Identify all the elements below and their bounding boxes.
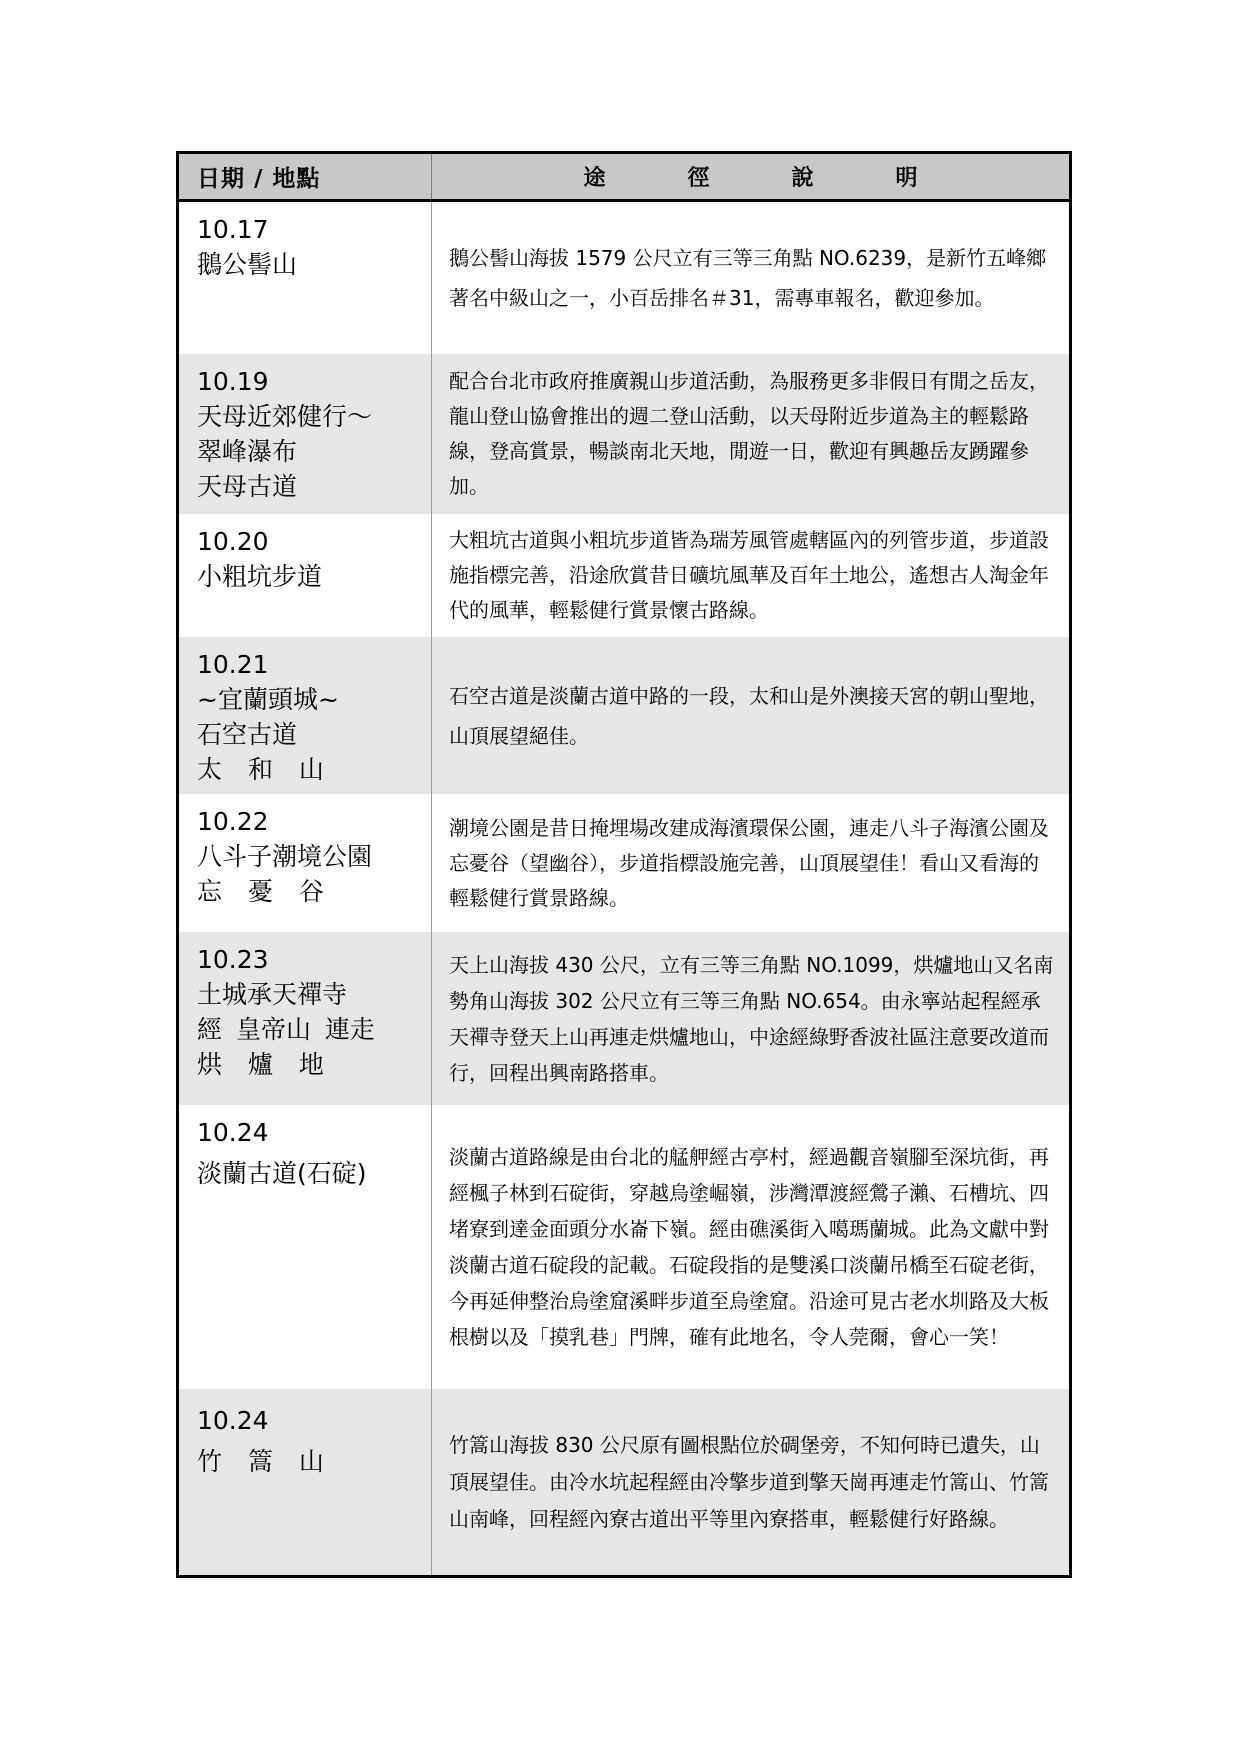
date-place-cell <box>179 202 432 354</box>
description: 鵝公髻山海拔 1579 公尺立有三等三角點 NO.6239，是新竹五峰鄉著名中級山之一，小百岳排名＃31，需專車報名，歡迎參加。 <box>449 246 1047 310</box>
date: 10.24 <box>197 1118 269 1147</box>
place-line: 烘 爐 地 <box>197 1050 333 1079</box>
place-line: ~宜蘭頭城~ <box>197 685 339 714</box>
place-line: 經 皇帝山 連走 <box>197 1015 375 1044</box>
description-cell <box>432 354 1069 514</box>
table-row <box>179 794 1069 932</box>
place-line: 鵝公髻山 <box>197 250 298 279</box>
description: 大粗坑古道與小粗坑步道皆為瑞芳風管處轄區內的列管步道，步道設施指標完善，沿途欣賞昔日礦坑風華及百年土地公，遙想古人淘金年代的風華，輕鬆健行賞景懷古路線。 <box>449 528 1049 622</box>
table-row <box>179 514 1069 637</box>
table-row <box>179 1105 1069 1389</box>
description: 淡蘭古道路線是由台北的艋舺經古亭村，經過觀音嶺腳至深坑街，再經楓子林到石碇街，穿越烏塗崛嶺，涉灣潭渡經鶯子瀨、石槽坑、四堵寮到達金面頭分水崙下嶺。經由礁溪街入噶瑪蘭城。此為文獻中對淡蘭古道石碇段的記載。石碇段指的是雙溪口淡蘭吊橋至石碇老街，今再延伸整治烏塗窟溪畔步道至烏塗窟。沿途可見古老水圳路及大板根樹以及「摸乳巷」門牌，確有此地名，令人莞爾，會心一笑！ <box>449 1145 1049 1349</box>
description-cell <box>432 1389 1069 1575</box>
itinerary-table <box>176 151 1072 1578</box>
header-route-description: 途 徑 說 明 <box>583 166 948 191</box>
table-row <box>179 932 1069 1105</box>
date-place-cell <box>179 794 432 932</box>
date-place-cell <box>179 932 432 1105</box>
table-header <box>179 154 1069 202</box>
description-cell <box>432 637 1069 794</box>
description-cell <box>432 514 1069 637</box>
date: 10.21 <box>197 650 269 679</box>
place-line: 竹 篙 山 <box>197 1447 333 1476</box>
description: 竹篙山海拔 830 公尺原有圖根點位於碉堡旁，不知何時已遺失，山頂展望佳。由冷水坑起程經由冷擎步道到擎天崗再連走竹篙山、竹篙山南峰，回程經內寮古道出平等里內寮搭車，輕鬆健行好路線。 <box>449 1432 1049 1531</box>
date-place-cell <box>179 354 432 514</box>
date: 10.17 <box>197 215 269 244</box>
table-row <box>179 1389 1069 1575</box>
description-cell <box>432 1105 1069 1389</box>
place-line: 忘 憂 谷 <box>197 877 333 906</box>
date-place-cell <box>179 637 432 794</box>
date: 10.20 <box>197 527 269 556</box>
place-line: 八斗子潮境公園 <box>197 842 373 871</box>
description-cell <box>432 202 1069 354</box>
place-line: 天母古道 <box>197 472 298 501</box>
description: 潮境公園是昔日掩埋場改建成海濱環保公園，連走八斗子海濱公園及忘憂谷（望幽谷），步道指標設施完善，山頂展望佳！看山又看海的輕鬆健行賞景路線。 <box>449 815 1049 910</box>
place-line: 土城承天禪寺 <box>197 980 348 1009</box>
date-place-cell <box>179 1105 432 1389</box>
description-cell <box>432 794 1069 932</box>
date: 10.19 <box>197 367 269 396</box>
place-line: 小粗坑步道 <box>197 562 323 591</box>
date: 10.23 <box>197 945 269 974</box>
date: 10.22 <box>197 807 269 836</box>
date: 10.24 <box>197 1406 269 1435</box>
description: 天上山海拔 430 公尺，立有三等三角點 NO.1099，烘爐地山又名南勢角山海拔 302 公尺立有三等三角點 NO.654。由永寧站起程經承天禪寺登天上山再連走烘爐地山，中途經綠野香波社區注意要改道而行，回程出興南路搭車。 <box>449 952 1054 1085</box>
place-line: 翠峰瀑布 <box>197 437 298 466</box>
place-line: 石空古道 <box>197 720 298 749</box>
date-place-cell <box>179 1389 432 1575</box>
table-row <box>179 637 1069 794</box>
place-line: 天母近郊健行～ <box>197 402 373 431</box>
place-line: 太 和 山 <box>197 755 333 784</box>
description: 配合台北市政府推廣親山步道活動，為服務更多非假日有閒之岳友，龍山登山協會推出的週二登山活動，以天母附近步道為主的輕鬆路線，登高賞景，暢談南北天地，閒遊一日，歡迎有興趣岳友踴躍參加。 <box>449 369 1049 498</box>
table-row <box>179 354 1069 514</box>
description: 石空古道是淡蘭古道中路的一段，太和山是外澳接天宮的朝山聖地，山頂展望絕佳。 <box>449 683 1049 748</box>
date-place-cell <box>179 514 432 637</box>
place-line: 淡蘭古道(石碇) <box>197 1159 367 1188</box>
description-cell <box>432 932 1069 1105</box>
header-date-place: 日期 / 地點 <box>179 154 432 199</box>
table-row <box>179 202 1069 354</box>
